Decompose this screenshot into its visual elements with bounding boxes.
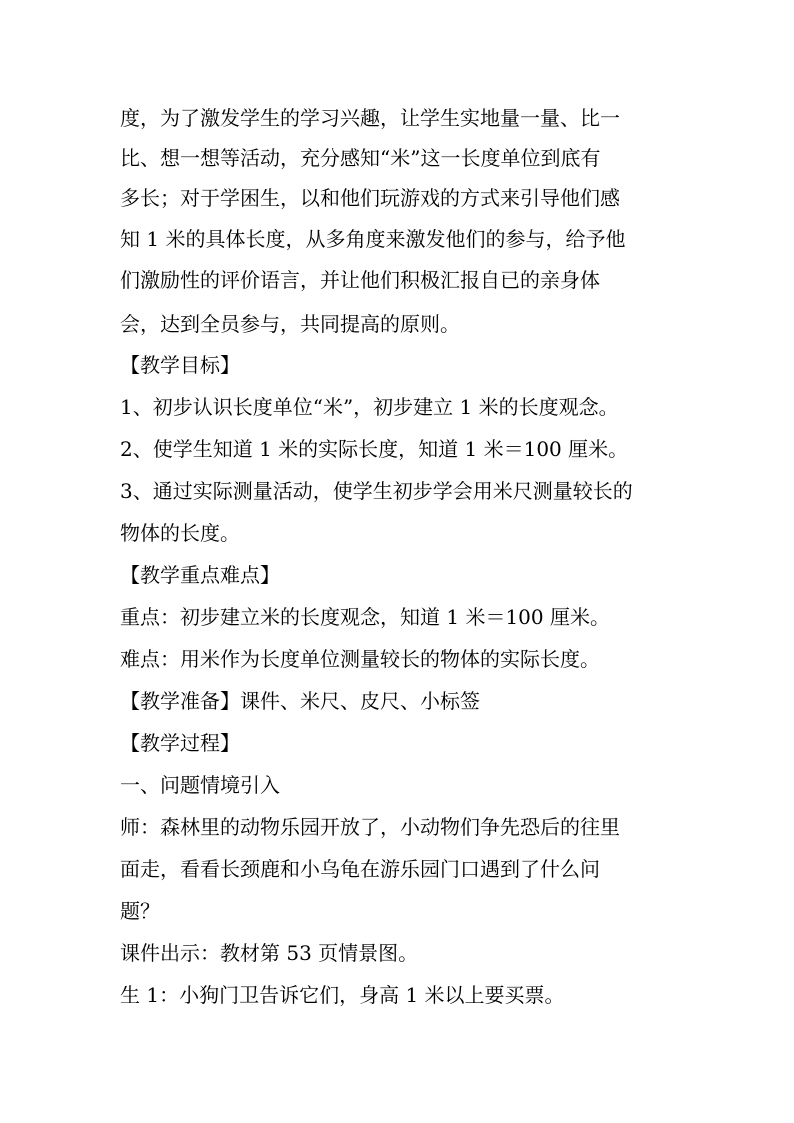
objective-item: 1、初步认识长度单位“米”，初步建立 1 米的长度观念。 — [120, 395, 619, 419]
objective-item-continued: 物体的长度。 — [120, 521, 240, 545]
dialogue-line: 题？ — [120, 899, 160, 923]
courseware-line: 课件出示：教材第 53 页情景图。 — [120, 941, 419, 965]
paragraph-line: 度，为了激发学生的学习兴趣，让学生实地量一量、比一 — [120, 106, 620, 130]
paragraph-line: 多长；对于学困生，以和他们玩游戏的方式来引导他们感 — [120, 186, 620, 210]
difficult-point-item: 难点：用米作为长度单位测量较长的物体的实际长度。 — [120, 647, 600, 671]
paragraph-line: 比、想一想等活动，充分感知“米”这一长度单位到底有 — [120, 146, 601, 170]
subsection-heading: 一、问题情境引入 — [120, 773, 280, 797]
section-heading-preparation: 【教学准备】课件、米尺、皮尺、小标签 — [120, 689, 480, 713]
paragraph-line: 知 1 米的具体长度，从多角度来激发他们的参与，给予他 — [120, 227, 626, 251]
section-heading-key-points: 【教学重点难点】 — [120, 563, 280, 587]
section-heading-process: 【教学过程】 — [120, 731, 240, 755]
paragraph-line: 们激励性的评价语言，并让他们积极汇报自已的亲身体 — [120, 268, 600, 292]
objective-item: 3、通过实际测量活动，使学生初步学会用米尺测量较长的 — [120, 479, 633, 503]
objective-item: 2、使学生知道 1 米的实际长度，知道 1 米＝100 厘米。 — [120, 437, 629, 461]
dialogue-line: 面走，看看长颈鹿和小乌龟在游乐园门口遇到了什么问 — [120, 857, 600, 881]
key-point-item: 重点：初步建立米的长度观念，知道 1 米＝100 厘米。 — [120, 605, 610, 629]
paragraph-line: 会，达到全员参与，共同提高的原则。 — [120, 312, 460, 336]
section-heading-objectives: 【教学目标】 — [120, 353, 240, 377]
student-response-line: 生 1：小狗门卫告诉它们，身高 1 米以上要买票。 — [120, 983, 565, 1007]
dialogue-line: 师：森林里的动物乐园开放了，小动物们争先恐后的往里 — [120, 815, 620, 839]
